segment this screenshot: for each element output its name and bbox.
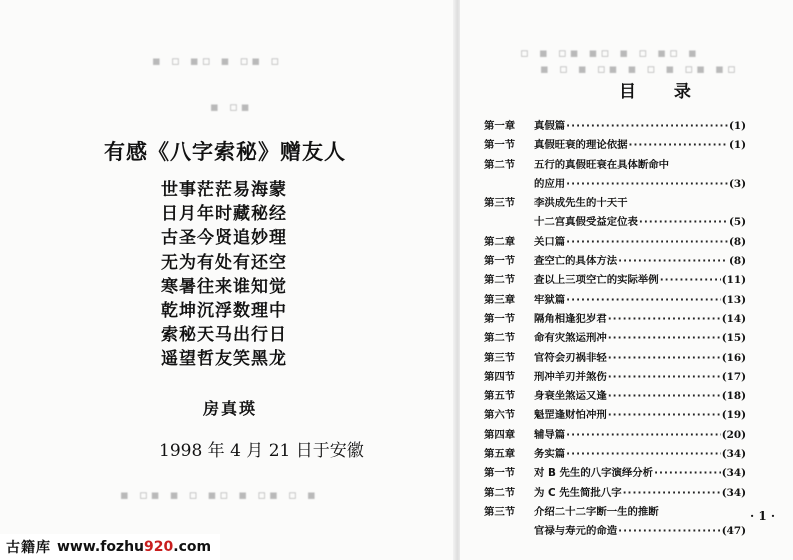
toc-entry-label: 第三节 <box>484 197 516 210</box>
toc-entry-page: (18) <box>721 390 746 403</box>
toc-leader-dots <box>608 332 721 344</box>
toc-leader-dots <box>639 216 728 228</box>
faint-bleed-text: ▪ ▫ ▪▫ ▪ ▫▪ ▫ <box>152 54 283 69</box>
toc-entry <box>484 426 746 445</box>
toc-leader-dots <box>660 274 721 286</box>
poem-author: 房真瑛 <box>203 399 258 418</box>
toc-entry <box>484 252 746 271</box>
site-watermark <box>0 534 220 560</box>
toc-entry-label: 第二节 <box>484 486 516 499</box>
toc-entry <box>484 291 746 310</box>
toc-entry-page: (8) <box>728 235 746 248</box>
toc-leader-dots <box>608 371 721 383</box>
toc-entry-title: 刑冲羊刃并煞伤 <box>534 370 607 383</box>
page-number: · 1 · <box>750 509 776 523</box>
toc-entry-title: 真假旺衰的理论依据 <box>534 139 628 152</box>
toc-entry-title: 关口篇 <box>534 235 566 248</box>
poem-line: 世事茫茫易海蒙 <box>161 180 287 200</box>
toc-entry-page: (47) <box>721 525 746 538</box>
toc-entry-label: 第二节 <box>484 274 516 287</box>
toc-leader-dots <box>566 178 728 190</box>
poem-lines <box>161 178 287 372</box>
watermark-url: www.fozhu920.com <box>57 539 212 555</box>
toc-entry-page: (1) <box>728 120 746 132</box>
toc-entry <box>484 136 746 155</box>
toc-entry <box>484 445 746 464</box>
toc-entry-label: 第五节 <box>484 390 516 403</box>
toc-leader-dots <box>608 409 721 421</box>
toc-entry <box>484 233 746 252</box>
toc-entry-title: 介绍二十二字断一生的推断 <box>534 505 659 518</box>
toc-leader-dots <box>623 487 721 499</box>
toc-entry-title: 官禄与寿元的命造 <box>534 525 618 538</box>
toc-entry-label: 第五章 <box>484 448 516 461</box>
toc-entry <box>484 271 746 290</box>
toc-entry-label: 第三节 <box>484 351 516 364</box>
toc-entry <box>484 522 746 541</box>
toc-entry-page: (20) <box>721 428 746 441</box>
toc-entry-label: 第二章 <box>484 235 516 248</box>
faint-bleed-text: ▪ ▫▪ ▪ ▫ ▪▫ ▪ ▫▪ ▫ ▪ <box>120 488 319 503</box>
toc-entry-label: 第四节 <box>484 370 516 383</box>
toc-entry-page: (17) <box>721 370 746 383</box>
toc-entry <box>484 484 746 503</box>
poem-line: 遥望哲友笑黑龙 <box>161 349 287 370</box>
toc-entry-label: 第一节 <box>484 255 516 268</box>
toc-entry-page: (5) <box>728 216 746 229</box>
toc-entry-title: 真假篇 <box>534 120 566 132</box>
toc-entry <box>484 387 746 406</box>
toc-entry <box>484 329 746 348</box>
poem-line: 日月年时藏秘经 <box>161 204 287 225</box>
toc-entry-label: 第三节 <box>484 505 516 518</box>
toc-entry <box>484 310 746 329</box>
toc-entry <box>484 213 746 232</box>
toc-entry-title: 的应用 <box>534 177 566 190</box>
poem-line: 寒暑往来谁知觉 <box>161 276 287 297</box>
poem-line: 乾坤沉浮数理中 <box>161 301 287 322</box>
toc-entry-label: 第一节 <box>484 467 516 480</box>
toc-entry-page: (14) <box>721 312 746 325</box>
toc-entry <box>484 156 746 175</box>
toc-entry-title: 隔角相逢犯岁君 <box>534 312 607 325</box>
toc-entry-title: 身衰坐煞运又逢 <box>534 390 607 403</box>
toc-entry-page: (34) <box>721 448 746 461</box>
toc-entry-page: (19) <box>721 409 746 422</box>
toc-entry-title: 官符会刃祸非轻 <box>534 351 607 364</box>
toc-leader-dots <box>566 294 721 306</box>
toc-entry-title: 为 C 先生简批八字 <box>534 486 622 499</box>
toc-entry <box>484 406 746 425</box>
toc-entry-title: 务实篇 <box>534 448 566 461</box>
toc-entry-title: 十二宫真假受益定位表 <box>534 216 638 229</box>
toc-entry-title: 查以上三项空亡的实际举例 <box>534 274 659 287</box>
toc-entry-page: (11) <box>721 274 746 287</box>
toc-entry-title: 命有灾煞运刑冲 <box>534 332 607 345</box>
poem-line: 无为有处有还空 <box>161 252 287 273</box>
toc-leader-dots <box>608 352 721 364</box>
toc-entry-page: (16) <box>721 351 746 364</box>
poem-line: 古圣今贤追妙理 <box>161 228 287 249</box>
toc-entry-title: 辅导篇 <box>534 428 566 441</box>
toc-entry-label: 第六节 <box>484 409 516 422</box>
faint-bleed-text: ▪ ▫▪ <box>210 100 253 115</box>
toc-leader-dots <box>566 448 721 460</box>
toc-leader-dots <box>629 139 728 151</box>
poem-line: 索秘天马出行日 <box>161 325 287 346</box>
toc-entry-page: (13) <box>721 293 746 306</box>
toc-entry-title: 查空亡的具体方法 <box>534 255 618 268</box>
toc-title: 目 录 <box>619 82 707 102</box>
faint-bleed-text: ▪ ▫ ▪ ▫▪ ▪ ▫ ▪ ▫▪ ▪▫ <box>540 62 739 77</box>
toc-entry-title: 牢狱篇 <box>534 293 566 306</box>
toc-entry-title: 李洪成先生的十天干 <box>534 197 628 210</box>
toc-leader-dots <box>566 429 721 441</box>
toc-entry <box>484 194 746 213</box>
toc-entry-label: 第二节 <box>484 158 516 171</box>
watermark-name: 古籍库 <box>6 540 51 556</box>
toc-entry <box>484 117 746 136</box>
toc-entry-label: 第一节 <box>484 139 516 152</box>
toc-leader-dots <box>618 255 728 267</box>
toc-entry-title: 对 B 先生的八字演绎分析 <box>534 467 654 480</box>
toc-entry-label: 第二节 <box>484 332 516 345</box>
toc-entry-label: 第四章 <box>484 428 516 441</box>
toc-leader-dots <box>566 236 728 248</box>
toc-leader-dots <box>608 313 721 325</box>
toc-entry-title: 魁罡逢财怕冲刑 <box>534 409 607 422</box>
toc-leader-dots <box>608 390 721 402</box>
toc-leader-dots <box>566 120 728 132</box>
poem-date: 1998 年 4 月 21 日于安徽 <box>159 441 364 461</box>
toc-entry-page: (8) <box>728 255 746 268</box>
toc-entry <box>484 349 746 368</box>
toc-entry-page: (1) <box>728 139 746 152</box>
poem-title: 有感《八字索秘》赠友人 <box>104 140 346 164</box>
toc-entry-page: (3) <box>728 177 746 190</box>
toc-entry-title: 五行的真假旺衰在具体断命中 <box>534 158 670 171</box>
toc-entry-label: 第一章 <box>484 120 516 132</box>
toc-entry-page: (34) <box>721 467 746 480</box>
toc-leader-dots <box>654 467 721 479</box>
toc-entry <box>484 464 746 483</box>
toc-entry-label: 第一节 <box>484 312 516 325</box>
toc-entry-label: 第三章 <box>484 293 516 306</box>
faint-bleed-text: ▫ ▪ ▫▪ ▪▫ ▪ ▫ ▪▫ ▪ <box>520 46 700 61</box>
toc-entry <box>484 175 746 194</box>
toc-entry <box>484 368 746 387</box>
table-of-contents <box>484 117 746 542</box>
toc-entry <box>484 503 746 522</box>
toc-leader-dots <box>618 525 721 537</box>
toc-entry-page: (15) <box>721 332 746 345</box>
toc-entry-page: (34) <box>721 486 746 499</box>
